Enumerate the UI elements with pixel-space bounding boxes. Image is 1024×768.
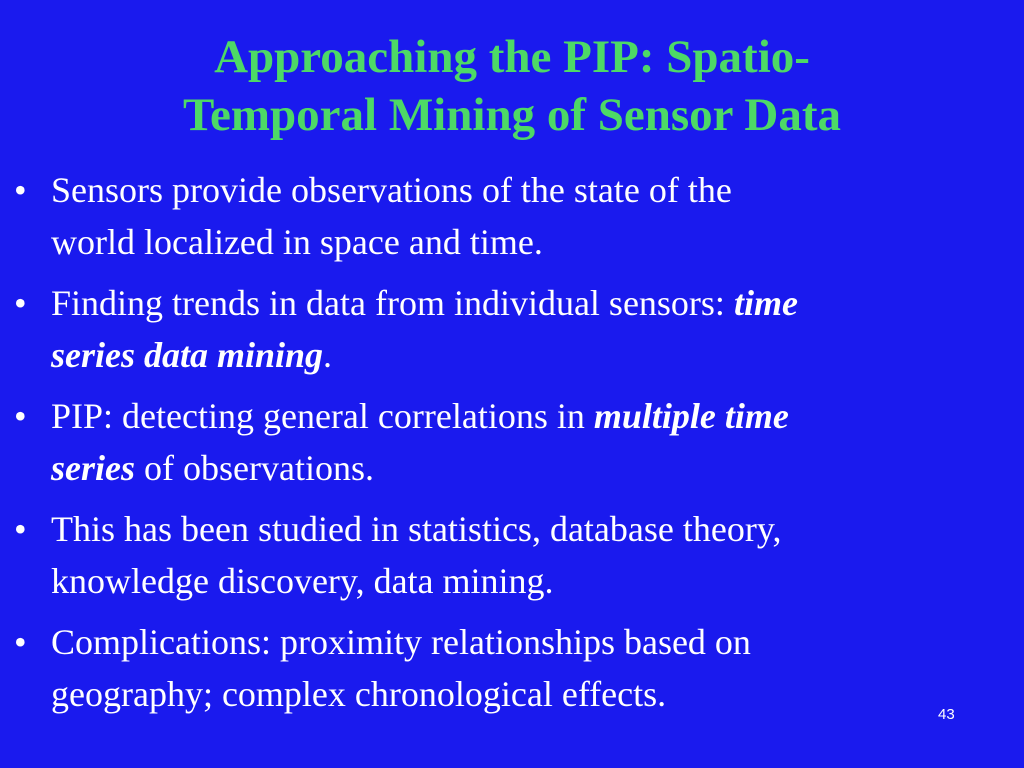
bullet-marker: •: [14, 283, 27, 323]
bullet-marker: •: [14, 509, 27, 549]
bullet-text: world localized in space and time.: [51, 222, 543, 262]
bullet-item: [14, 616, 1004, 720]
slide-title-line: Temporal Mining of Sensor Data: [182, 89, 842, 141]
bullet-marker: •: [14, 622, 27, 662]
bullet-marker: •: [14, 396, 27, 436]
bullet-emphasis: series: [51, 448, 135, 488]
bullet-emphasis: time: [733, 283, 798, 323]
page-number: 43: [938, 706, 955, 723]
bullet-text: knowledge discovery, data mining.: [51, 561, 554, 601]
bullet-text: of observations.: [135, 448, 374, 488]
slide-title-line: Approaching the PIP: Spatio-: [214, 31, 810, 83]
bullet-item: [14, 164, 1004, 268]
bullet-item: [14, 503, 1004, 607]
bullet-text: geography; complex chronological effects.: [51, 674, 667, 714]
bullet-item: [14, 390, 1004, 494]
bullet-item: [14, 277, 1004, 381]
bullet-text: Complications: proximity relationships based on: [51, 622, 751, 662]
bullet-list: [14, 164, 1004, 729]
slide-title: [60, 28, 964, 144]
bullet-text: PIP: detecting general correlations in: [51, 396, 594, 436]
bullet-marker: •: [14, 170, 27, 210]
bullet-text: This has been studied in statistics, database theory,: [51, 509, 782, 549]
bullet-text: .: [323, 335, 333, 375]
bullet-text: Sensors provide observations of the state of the: [51, 170, 732, 210]
bullet-text: Finding trends in data from individual sensors:: [51, 283, 734, 323]
bullet-emphasis: multiple time: [593, 396, 789, 436]
bullet-emphasis: series data mining: [51, 335, 324, 375]
